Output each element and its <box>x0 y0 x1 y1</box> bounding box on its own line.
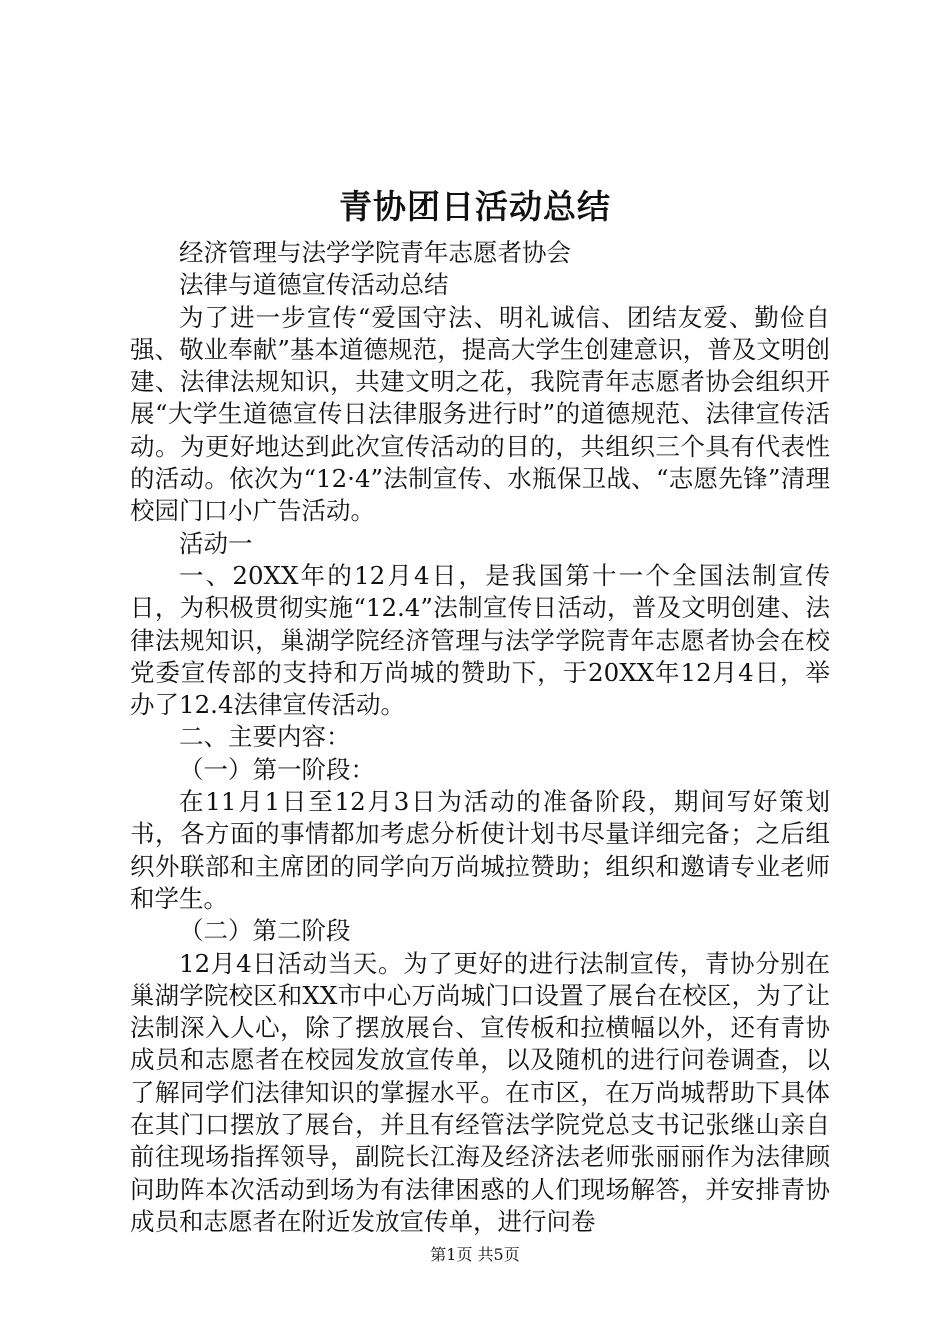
document-title: 青协团日活动总结 <box>339 187 611 226</box>
paragraph-stage-two-heading: （二）第二阶段 <box>179 916 351 946</box>
paragraph-stage-two: 12月4日活动当天。为了更好的进行法制宣传，青协分别在巢湖学院校区和XX市中心万尚城门口设置了展台在校区，为了让法制深入人心，除了摆放展台、宣传板和拉横幅以外，还有青协成员和志愿者在校园发放宣传单，以及随机的进行问卷调查，以了解同学们法律知识的掌握水平。在市区，在万尚城帮助下具体在其门口摆放了展台，并且有经管法学院党总支书记张继山亲自前往现场指挥领导，副院长江海及经济法老师张丽丽作为法律顾问助阵本次活动到场为有法律困惑的人们现场解答，并安排青协成员和志愿者在附近发放宣传单，进行问卷 <box>130 948 830 1236</box>
document-body <box>130 237 830 1238</box>
paragraph-subtitle: 法律与道德宣传活动总结 <box>179 270 449 300</box>
paragraph-organization: 经济管理与法学学院青年志愿者协会 <box>179 238 571 267</box>
paragraph-intro: 为了进一步宣传“爱国守法、明礼诚信、团结友爱、勤俭自强、敬业奉献”基本道德规范，提高大学生创建意识，普及文明创建、法律法规知识，共建文明之花，我院青年志愿者协会组织开展“大学生道德宣传日法律服务进行时”的道德规范、法律宣传活动。为更好地达到此次宣传活动的目的，共组织三个具有代表性的活动。依次为“12·4”法制宣传、水瓶保卫战、“志愿先锋”清理校园门口小广告活动。 <box>130 302 830 526</box>
paragraph-stage-one-heading: （一）第一阶段： <box>179 754 375 784</box>
paragraph-main-content: 二、主要内容： <box>179 722 351 752</box>
page-footer: 第1页 共5页 <box>430 1245 520 1264</box>
paragraph-activity-one: 活动一 <box>179 528 253 558</box>
paragraph-stage-one: 在11月1日至12月3日为活动的准备阶段，期间写好策划书，各方面的事情都加考虑分析使计划书尽量详细完备；之后组织外联部和主席团的同学向万尚城拉赞助；组织和邀请专业老师和学生。 <box>130 787 830 913</box>
paragraph-section-one: 一、20XX年的12月4日，是我国第十一个全国法制宣传日，为积极贯彻实施“12.4”法制宣传日活动，普及文明创建、法律法规知识，巢湖学院经济管理与法学学院青年志愿者协会在校党委宣传部的支持和万尚城的赞助下，于20XX年12月4日，举办了12.4法律宣传活动。 <box>130 560 830 720</box>
